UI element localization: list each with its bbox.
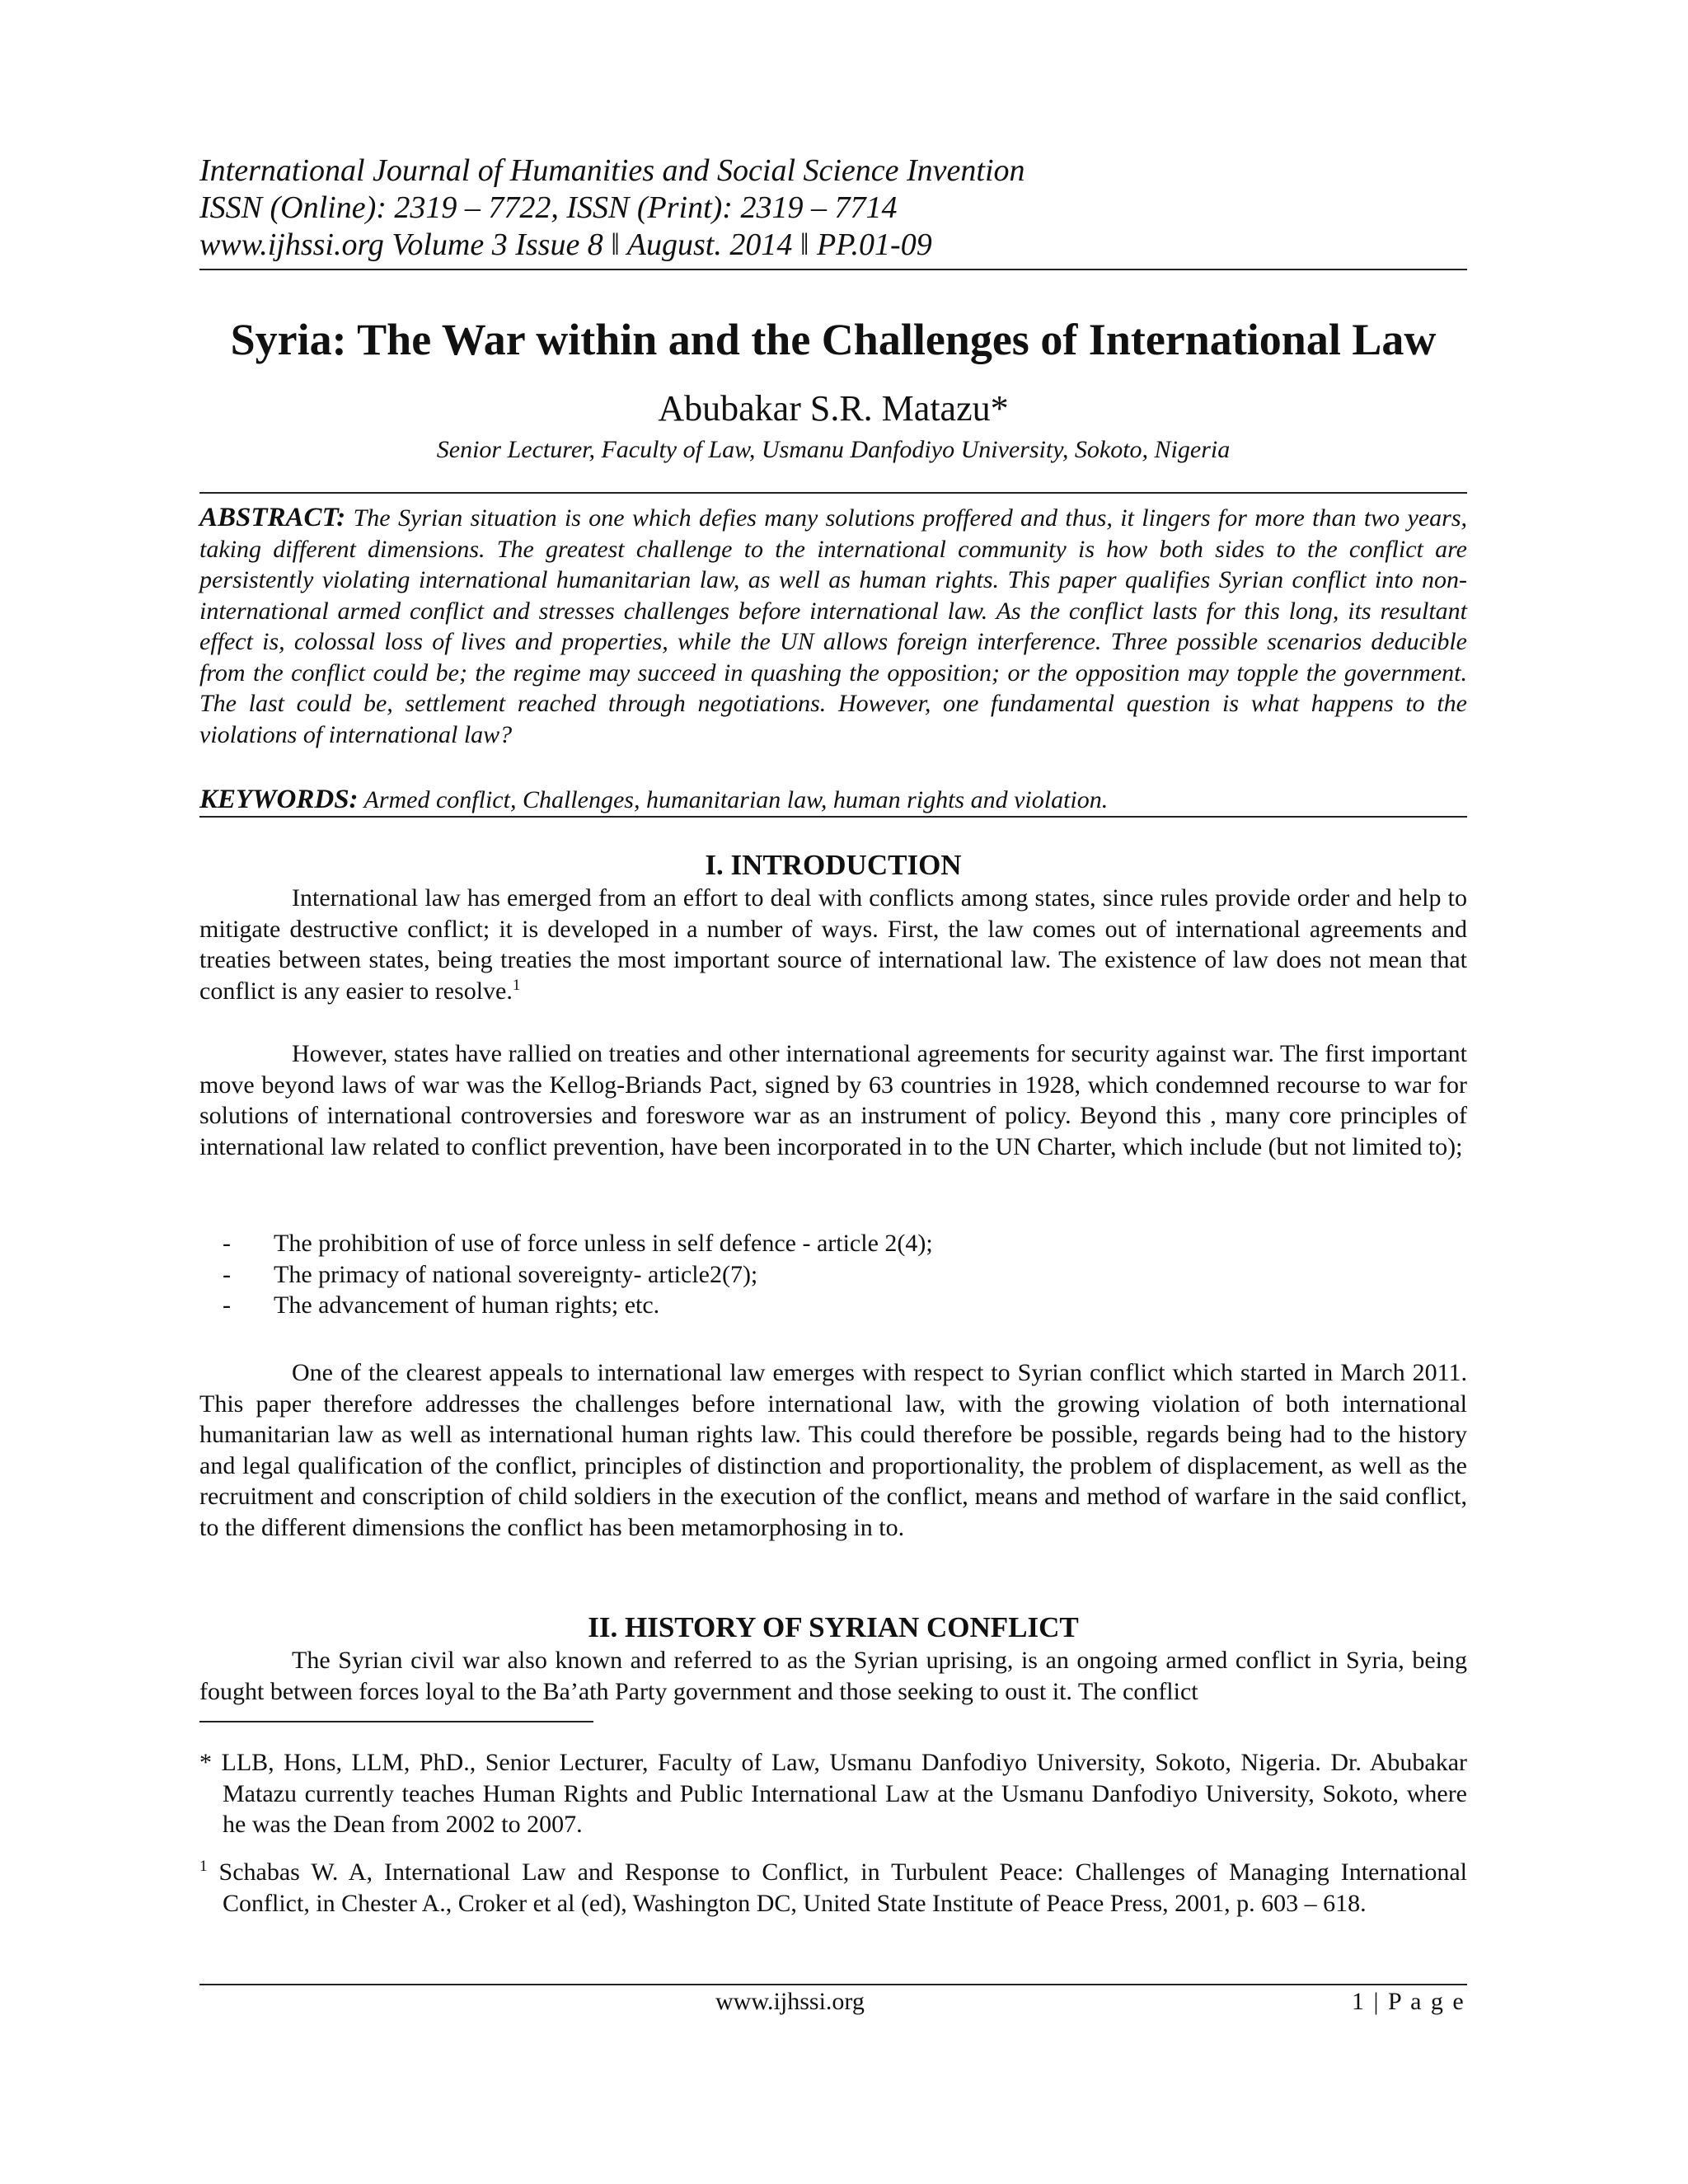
author-affiliation: Senior Lecturer, Faculty of Law, Usmanu Danfodiyo University, Sokoto, Nigeria [436,436,1231,463]
journal-header [199,152,1467,264]
list-item [199,1290,1467,1321]
journal-volume: www.ijhssi.org Volume 3 Issue 8 ǁ August. 2014 ǁ PP.01-09 [199,227,932,262]
bullet-marker: - [223,1260,231,1288]
author-name: Abubakar S.R. Matazu* [658,388,1009,429]
paragraph [199,883,1467,1006]
paragraph-text: International law has emerged from an effort to deal with conflicts among states, since rules provide order and help to mitigate destructive conflict; it is developed in a number of ways. First, the law comes out of international agreements and treaties between states, being treaties the most important source of international law. The existence of law does not mean that conflict is any easier to resolve. [199,884,1467,1005]
abstract-text: The Syrian situation is one which defies many solutions proffered and thus, it lingers for more than two years, taking different dimensions. The greatest challenge to the international community is how both sides to the conflict are persistently violating international humanitarian law, as well as human rights. This paper qualifies Syrian conflict into non-international armed conflict and stresses challenges before international law. As the conflict lasts for this long, its resultant effect is, colossal loss of lives and properties, while the UN allows foreign interference. Three possible scenarios deducible from the conflict could be; the regime may succeed in quashing the opposition; or the opposition may topple the government. The last could be, settlement reached through negotiations. However, one fundamental question is what happens to the violations of international law? [199,504,1467,748]
section-heading-history: II. HISTORY OF SYRIAN CONFLICT [588,1611,1079,1643]
list-item-text: The prohibition of use of force unless in self defence - article 2(4); [274,1230,933,1257]
bullet-marker: - [223,1230,231,1257]
keywords [199,784,1467,816]
list-item [199,1259,1467,1291]
paragraph-block [199,1038,1467,1162]
bullet-marker: - [223,1291,231,1319]
paragraph: One of the clearest appeals to international law emerges with respect to Syrian conflict which started in March 2011. This paper therefore addresses the challenges before international law, with the growing violation of both international humanitarian law as well as international human rights law. This could therefore be possible, regards being had to the history and legal qualification of the conflict, principles of distinction and proportionality, the problem of displacement, as well as the recruitment and conscription of child soldiers in the execution of the conflict, means and method of warfare in the said conflict, to the different dimensions the conflict has been metamorphosing in to. [199,1359,1467,1541]
keywords-label: KEYWORDS: [199,785,359,814]
footnote-1 [199,1857,1467,1919]
header-divider [199,269,1467,270]
abstract [199,503,1467,750]
keywords-divider [199,816,1467,818]
abstract-label: ABSTRACT: [199,503,346,532]
journal-name: International Journal of Humanities and Social Science Invention [199,153,1025,188]
footnote-text: Schabas W. A, International Law and Response to Conflict, in Turbulent Peace: Challenges of Managing International Conflict, in Chester A., Croker et al (ed), Washington DC, United State Institute of Peace Press, 2001, p. 603 – 618. [207,1858,1467,1917]
section-heading-introduction: I. INTRODUCTION [705,849,962,881]
footnote-marker: 1 [199,1858,208,1875]
footer-website: www.ijhssi.org [715,1988,865,2015]
paragraph-block [199,1357,1467,1543]
paragraph: However, states have rallied on treaties and other international agreements for security against war. The first important move beyond laws of war was the Kellog-Briands Pact, signed by 63 countries in 1928, which condemned recourse to war for solutions of international controversies and foreswore war as an instrument of policy. Beyond this , many core principles of international law related to conflict prevention, have been incorporated in to the UN Charter, which include (but not limited to); [199,1040,1467,1160]
journal-issn: ISSN (Online): 2319 – 7722, ISSN (Print): 2319 – 7714 [199,190,898,225]
footer-divider [199,1984,1467,1985]
footnote-author [199,1747,1467,1840]
list-item [199,1228,1467,1259]
paragraph: The Syrian civil war also known and referred to as the Syrian uprising, is an ongoing armed conflict in Syria, being fought between forces loyal to the Ba’ath Party government and those seeking to oust it. The conflict [199,1647,1467,1705]
principles-list [199,1228,1467,1321]
footnote-text: LLB, Hons, LLM, PhD., Senior Lecturer, Faculty of Law, Usmanu Danfodiyo University, Sokoto, Nigeria. Dr. Abubakar Matazu currently teaches Human Rights and Public International Law at the Usmanu Danfodiyo University, Sokoto, where he was the Dean from 2002 to 2007. [212,1749,1467,1838]
list-item-text: The primacy of national sovereignty- article2(7); [274,1260,758,1288]
footer-page-number: 1 | P a g e [1352,1988,1465,2015]
keywords-text: Armed conflict, Challenges, humanitarian law, human rights and violation. [358,786,1109,813]
section-history [199,1610,1467,1707]
list-item-text: The advancement of human rights; etc. [274,1291,660,1319]
paper-title: Syria: The War within and the Challenges of International Law [230,315,1437,364]
footnote-divider [199,1721,593,1722]
abstract-top-divider [199,492,1467,494]
footnote-ref: 1 [512,976,521,994]
footnote-marker: * [199,1749,212,1776]
section-introduction [199,848,1467,1006]
